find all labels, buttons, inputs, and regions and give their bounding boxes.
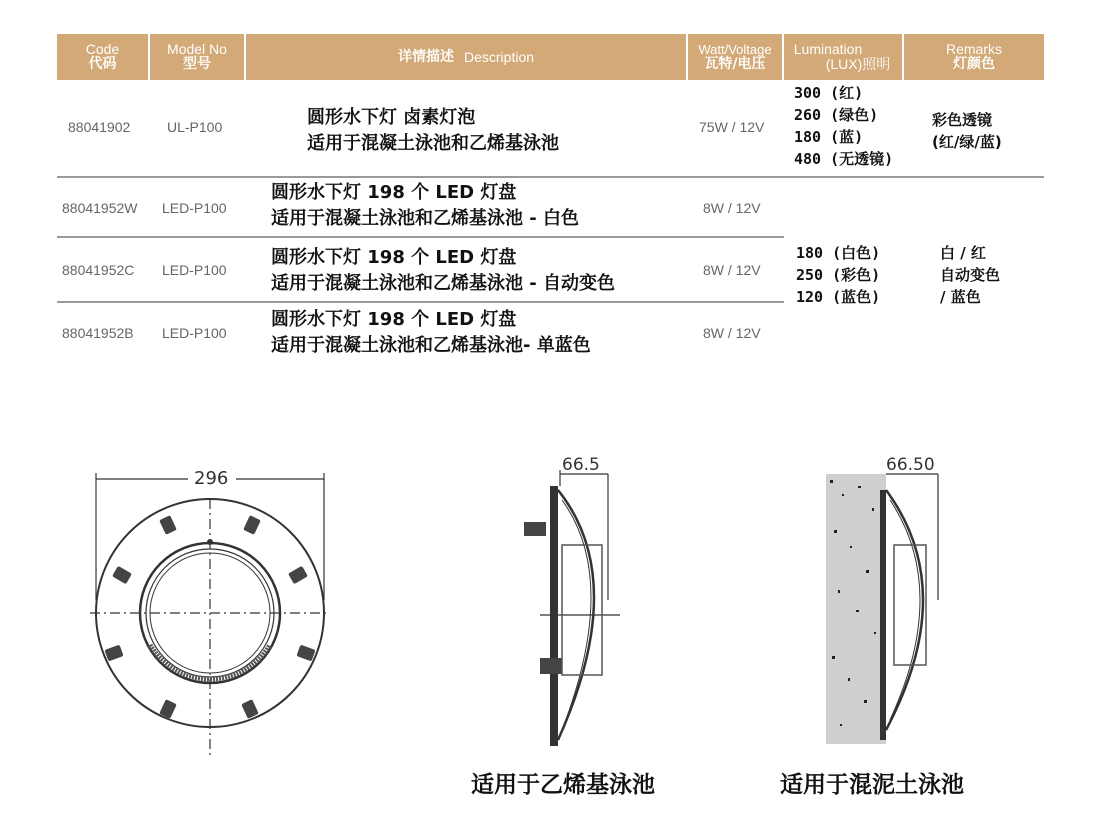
- row-1-watt: 75W / 12V: [699, 119, 765, 135]
- header-model-en: Model No: [167, 41, 227, 57]
- side2-dimension-label: 66.50: [886, 455, 935, 475]
- side1-dimension-label: 66.5: [562, 455, 600, 475]
- header-watt-en: Watt/Voltage: [698, 42, 772, 57]
- row-3-desc-line2: 适用于混凝土泳池和乙烯基泳池 - 自动变色: [271, 273, 616, 294]
- header-lum-zh: (LUX)照明: [825, 56, 891, 72]
- front-view-drawing: [80, 455, 350, 765]
- lux-group-2: [796, 242, 880, 308]
- row-4-desc-line2: 适用于混凝土泳池和乙烯基泳池- 单蓝色: [271, 335, 591, 356]
- row-3-model: LED-P100: [162, 262, 227, 278]
- caption-vinyl-pool: 适用于乙烯基泳池: [471, 772, 655, 798]
- side-view-concrete-drawing: [820, 450, 950, 750]
- header-watt-zh: 瓦特/电压: [704, 56, 766, 72]
- remarks-group-2: [940, 242, 1000, 308]
- row-3-desc-line1: 圆形水下灯 198 个 LED 灯盘: [271, 247, 517, 268]
- header-code-en: Code: [85, 41, 120, 57]
- header-model: [150, 34, 244, 80]
- concrete-wall-texture: [826, 474, 886, 744]
- side-view-vinyl-drawing: [510, 450, 630, 750]
- row-divider: [57, 236, 784, 238]
- header-model-zh: 型号: [183, 56, 211, 72]
- lux-1-item: 480 (无透镜): [794, 150, 894, 168]
- lux-2-item: 180 (白色): [796, 244, 881, 262]
- front-dimension-label: 296: [194, 468, 229, 489]
- row-2-desc-line1: 圆形水下灯 198 个 LED 灯盘: [271, 182, 517, 203]
- row-2-watt: 8W / 12V: [703, 200, 761, 216]
- remarks-2-item: 自动变色: [940, 266, 1001, 284]
- row-3-code: 88041952C: [62, 262, 135, 278]
- lux-2-item: 250 (彩色): [796, 266, 881, 284]
- header-remarks-zh: 灯颜色: [953, 56, 995, 72]
- remarks-1-item: 彩色透镜: [932, 111, 993, 129]
- remarks-2-item: 白 / 红: [940, 244, 986, 262]
- header-desc-zh: 详情描述: [397, 48, 454, 65]
- header-lumination: [784, 34, 902, 80]
- row-4-code: 88041952B: [62, 325, 134, 341]
- row-1-code: 88041902: [68, 119, 131, 135]
- header-description: [246, 34, 686, 80]
- header-remarks-en: Remarks: [945, 41, 1002, 57]
- header-watt: [688, 34, 782, 80]
- header-code-zh: 代码: [88, 56, 117, 72]
- row-1-desc-line1: 圆形水下灯 卤素灯泡: [307, 107, 476, 128]
- lux-group-1: [794, 82, 893, 170]
- row-divider: [57, 176, 1044, 178]
- lux-2-item: 120 (蓝色): [796, 288, 881, 306]
- row-4-watt: 8W / 12V: [703, 325, 761, 341]
- lux-1-item: 260 (绿色): [794, 106, 879, 124]
- header-code: [57, 34, 148, 80]
- remarks-group-1: [932, 109, 1002, 153]
- row-2-code: 88041952W: [62, 200, 138, 216]
- row-3-watt: 8W / 12V: [703, 262, 761, 278]
- row-1-desc-line2: 适用于混凝土泳池和乙烯基泳池: [307, 133, 559, 154]
- row-4-model: LED-P100: [162, 325, 227, 341]
- caption-concrete-pool: 适用于混泥土泳池: [780, 772, 964, 798]
- header-desc-en: Description: [463, 48, 535, 65]
- row-4-desc-line1: 圆形水下灯 198 个 LED 灯盘: [271, 309, 517, 330]
- row-2-desc-line2: 适用于混凝土泳池和乙烯基泳池 - 白色: [271, 208, 580, 229]
- remarks-1-item: (红/绿/蓝): [932, 133, 1002, 151]
- header-lum-en: Lumination: [793, 41, 863, 57]
- row-2-model: LED-P100: [162, 200, 227, 216]
- row-divider: [57, 301, 784, 303]
- lux-1-item: 300 (红): [794, 84, 864, 102]
- row-1-model: UL-P100: [167, 119, 223, 135]
- remarks-2-item: / 蓝色: [940, 288, 981, 306]
- header-remarks: [904, 34, 1044, 80]
- lux-1-item: 180 (蓝): [794, 128, 864, 146]
